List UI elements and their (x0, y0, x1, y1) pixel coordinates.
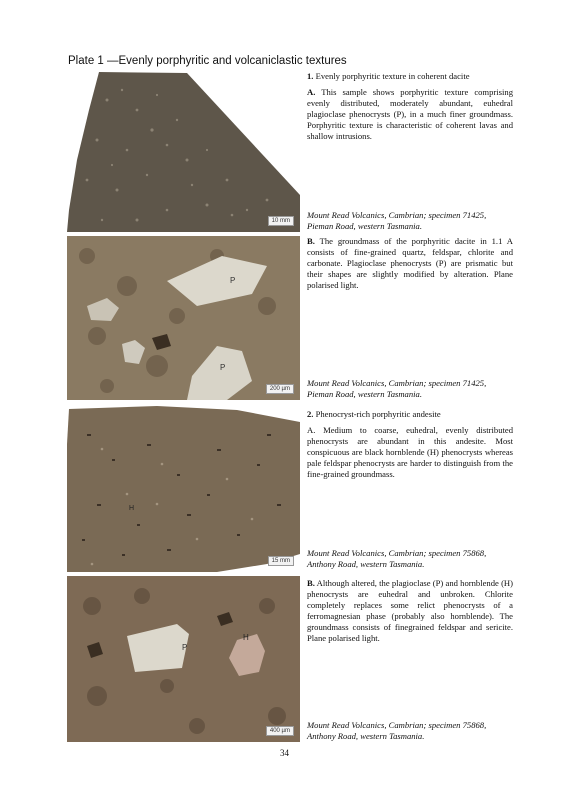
phenocryst-label-h: H (129, 505, 135, 512)
plate-title: Plate 1 —Evenly porphyritic and volcaniclastic textures (68, 55, 347, 67)
panel-text: The groundmass of the porphyritic dacite in 1.1 A consists of fine-grained quartz, feldspar, chlorite and carbonate. Plagioclase phenocrysts (P) are prismatic but their shapes are slightly modified by alteration. Plane polarised light. (307, 236, 513, 290)
figure-1b-thin-section (67, 236, 300, 400)
panel-lead: B. (307, 236, 315, 246)
caption-line: Mount Read Volcanics, Cambrian; specimen 71425, (307, 378, 487, 388)
panel-text: This sample shows porphyritic texture comprising evenly distributed, moderately abundant, euhedral plagioclase phenocrysts (P), in a much finer groundmass. Porphyritic texture is characteristic of coherent lavas and shallow intrusions. (307, 87, 513, 141)
section-title: Evenly porphyritic texture in coherent dacite (315, 71, 470, 81)
page-number: 34 (280, 748, 289, 758)
caption-line: Pieman Road, western Tasmania. (307, 221, 422, 231)
scale-bar: 200 µm (266, 384, 294, 394)
panel-lead: A. (307, 425, 316, 435)
section-number: 2. (307, 409, 314, 419)
rock-slab-image (67, 404, 300, 572)
section-heading (307, 71, 513, 82)
phenocryst-label-h: H (243, 633, 249, 642)
caption-line: Anthony Road, western Tasmania. (307, 559, 425, 569)
section-title: Phenocryst-rich porphyritic andesite (315, 409, 441, 419)
panel-2b-text (307, 578, 513, 644)
section-2-text (307, 409, 513, 480)
panel-description (307, 425, 513, 480)
panel-1b-text (307, 236, 513, 291)
panel-description (307, 578, 513, 644)
scale-bar: 400 µm (266, 726, 294, 736)
figure-2a-hand-specimen (67, 404, 300, 572)
scale-bar: 10 mm (268, 216, 294, 226)
specimen-caption (307, 210, 517, 232)
section-1-text (307, 71, 513, 142)
specimen-caption (307, 720, 517, 742)
panel-text: Medium to coarse, euhedral, evenly distributed phenocrysts are abundant in this andesite. Most conspicuous are black hornblende (H) phenocrysts whereas pale feldspar phenocrysts are harder to distinguish from the fine-grained groundmass. (307, 425, 513, 479)
panel-lead: A. (307, 87, 316, 97)
caption-line: Mount Read Volcanics, Cambrian; specimen 75868, (307, 720, 487, 730)
panel-description (307, 236, 513, 291)
section-heading (307, 409, 513, 420)
thin-section-image (67, 576, 300, 742)
specimen-caption (307, 548, 517, 570)
phenocryst-label-p: P (182, 643, 188, 652)
thin-section-image (67, 236, 300, 400)
caption-line: Anthony Road, western Tasmania. (307, 731, 425, 741)
specimen-caption (307, 378, 517, 400)
caption-line: Pieman Road, western Tasmania. (307, 389, 422, 399)
phenocryst-label-p: P (220, 363, 226, 372)
figure-1a-hand-specimen (67, 70, 300, 232)
scale-bar: 15 mm (268, 556, 294, 566)
figure-2b-thin-section (67, 576, 300, 742)
section-number: 1. (307, 71, 314, 81)
caption-line: Mount Read Volcanics, Cambrian; specimen 71425, (307, 210, 487, 220)
phenocryst-label-p: P (230, 276, 236, 285)
panel-text: Although altered, the plagioclase (P) and hornblende (H) phenocrysts are euhedral and unbroken. Chlorite completely replaces some relict phenocrysts of a ferromagnesian phase (probably also hornblende). The groundmass consists of finegrained feldspar and sericite. Plane polarised light. (307, 578, 513, 643)
rock-slab-image (67, 70, 300, 232)
panel-lead: B. (307, 578, 315, 588)
caption-line: Mount Read Volcanics, Cambrian; specimen 75868, (307, 548, 487, 558)
panel-description (307, 87, 513, 142)
